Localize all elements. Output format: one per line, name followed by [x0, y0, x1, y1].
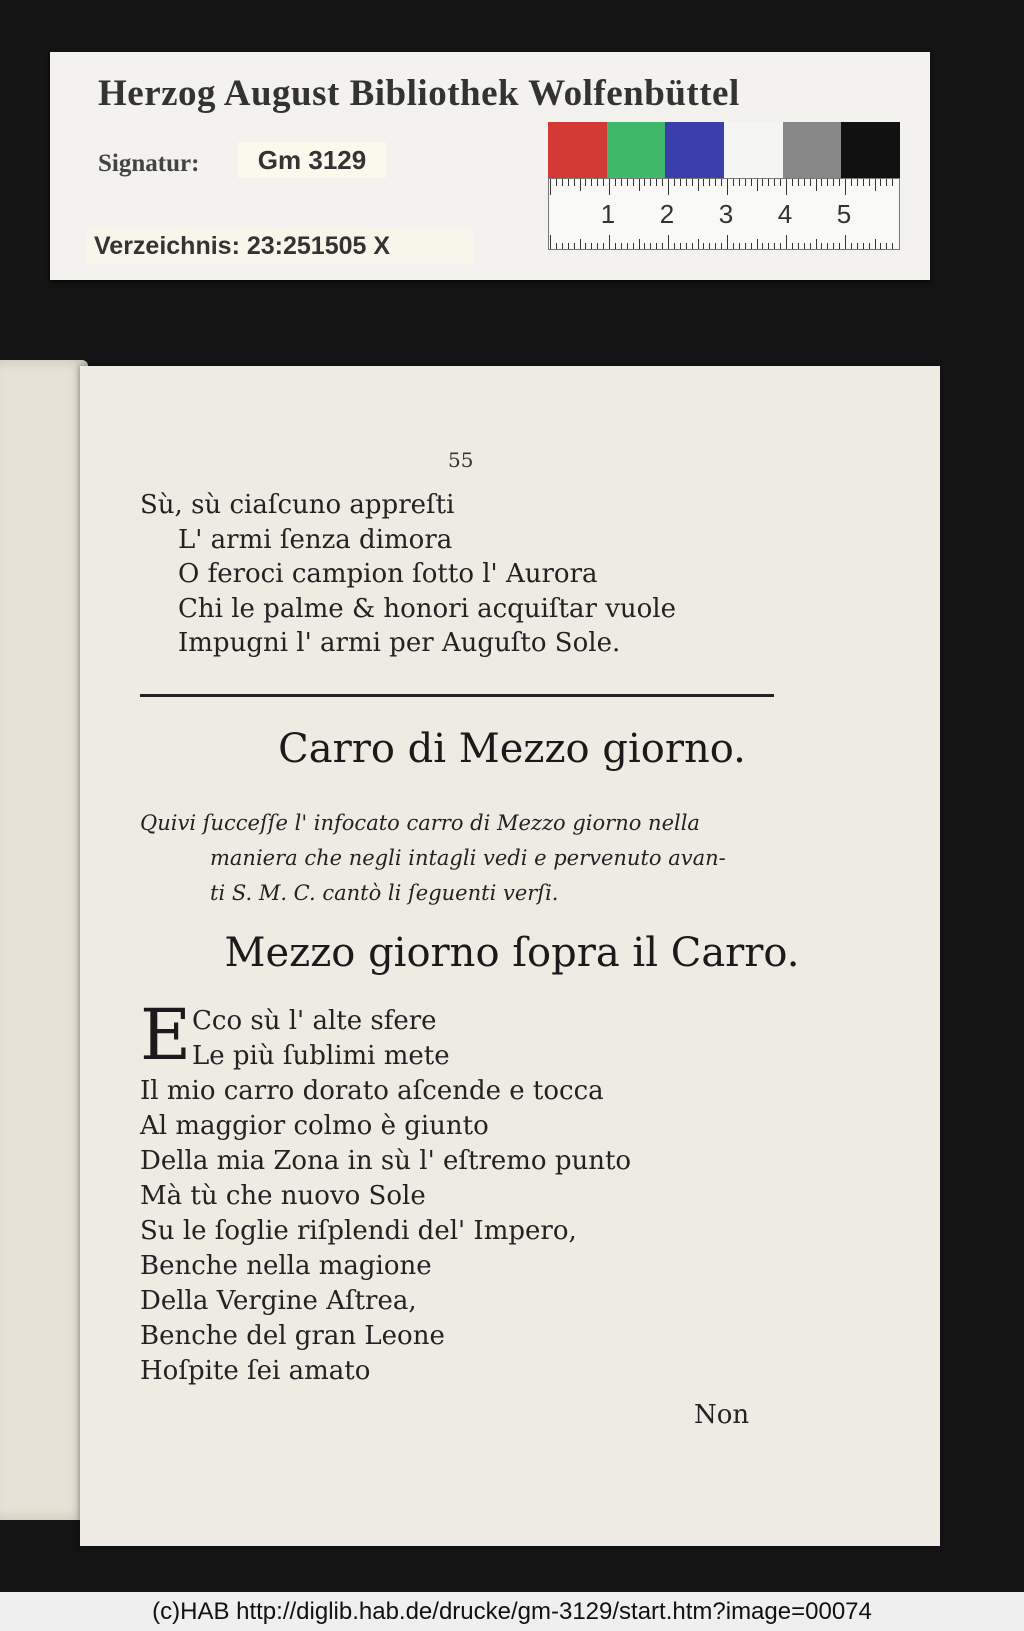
ruler-tick — [727, 235, 728, 249]
ruler-tick — [603, 179, 604, 186]
color-calibration-chart — [548, 122, 900, 178]
ruler-number: 4 — [777, 199, 793, 229]
ruler-tick — [692, 179, 693, 186]
ruler-tick — [709, 243, 710, 249]
ruler-tick — [585, 179, 586, 186]
ruler-tick — [603, 243, 604, 249]
verse-line: Le più ſublimi mete — [192, 1041, 450, 1071]
ruler-tick — [792, 243, 793, 249]
swatch-green — [607, 122, 666, 178]
ruler-tick — [869, 243, 870, 249]
ruler-tick — [774, 179, 775, 186]
ruler-tick — [739, 179, 740, 186]
ruler-tick — [574, 243, 575, 249]
stanza-line: O feroci campion ſotto l' Aurora — [178, 559, 598, 589]
stanza-line: L' armi ſenza dimora — [178, 524, 453, 555]
ruler-tick — [768, 243, 769, 249]
ruler-tick — [615, 179, 616, 186]
ruler-tick — [863, 243, 864, 249]
ruler-tick — [633, 179, 634, 186]
ruler-tick — [827, 243, 828, 249]
ruler-tick — [556, 179, 557, 186]
ruler-tick — [880, 179, 881, 186]
ruler-tick — [703, 179, 704, 186]
ruler-tick — [674, 243, 675, 249]
verse-line: Della mia Zona in sù l' eſtremo punto — [140, 1146, 632, 1176]
ruler-tick — [751, 179, 752, 186]
ruler-tick — [662, 243, 663, 249]
ruler-tick — [621, 243, 622, 249]
ruler-tick — [739, 243, 740, 249]
ruler-tick — [674, 179, 675, 186]
ruler-tick — [550, 235, 551, 249]
ruler-tick — [886, 179, 887, 186]
ruler-tick — [721, 243, 722, 249]
ruler-tick — [839, 179, 840, 186]
ruler-tick — [798, 243, 799, 249]
ruler-tick — [762, 243, 763, 249]
ruler-tick — [786, 235, 787, 249]
note-line: Quivi ſucceſſe l' infocato carro di Mezzo giorno nella — [140, 811, 700, 835]
verse-line: Il mio carro dorato aſcende e tocca — [140, 1076, 604, 1106]
ruler-number: 2 — [659, 199, 675, 229]
ruler-tick — [562, 179, 563, 186]
ruler-tick — [692, 243, 693, 249]
ruler-tick — [656, 179, 657, 186]
ruler-tick — [833, 243, 834, 249]
ruler-tick — [886, 243, 887, 249]
stanza-line: Impugni l' armi per Auguſto Sole. — [178, 628, 621, 658]
ruler-tick — [698, 239, 699, 249]
ruler-tick — [745, 179, 746, 186]
ruler-tick — [556, 243, 557, 249]
ruler-tick — [562, 243, 563, 249]
ruler-tick — [686, 243, 687, 249]
ruler-tick — [875, 239, 876, 249]
verse-line: Della Vergine Aſtrea, — [140, 1286, 417, 1316]
ruler-tick — [845, 235, 846, 249]
note-line: ti S. M. C. cantò li ſeguenti verſi. — [210, 881, 559, 905]
ruler-tick — [703, 243, 704, 249]
ruler-tick — [585, 243, 586, 249]
ruler-tick — [715, 243, 716, 249]
ruler-tick — [892, 179, 893, 186]
ruler-tick — [821, 243, 822, 249]
ruler-tick — [875, 179, 876, 191]
ruler-tick — [863, 179, 864, 186]
ruler-tick — [816, 179, 817, 191]
ruler-tick — [650, 243, 651, 249]
ruler-tick — [892, 243, 893, 249]
ruler-tick — [857, 179, 858, 186]
ruler-tick — [762, 179, 763, 186]
library-name: Herzog August Bibliothek Wolfenbüttel — [98, 73, 740, 114]
ruler-tick — [816, 239, 817, 249]
ruler-tick — [574, 179, 575, 186]
ruler-tick — [615, 243, 616, 249]
ruler-tick — [715, 179, 716, 186]
ruler-tick — [880, 243, 881, 249]
ruler-tick — [768, 179, 769, 186]
ruler-tick — [733, 179, 734, 186]
ruler-tick — [633, 243, 634, 249]
ruler-tick — [591, 179, 592, 186]
ruler-tick — [550, 179, 551, 195]
ruler-tick — [568, 243, 569, 249]
swatch-gray — [783, 122, 842, 178]
ruler-tick — [727, 179, 728, 195]
ruler-tick — [597, 179, 598, 186]
verse-line: Cco sù l' alte sfere — [192, 1006, 437, 1036]
verse-line: Benche nella magione — [140, 1251, 432, 1281]
ruler-tick — [568, 179, 569, 186]
ruler-tick — [845, 179, 846, 195]
catchword: Non — [694, 1400, 750, 1430]
ruler-tick — [597, 243, 598, 249]
page-number: 55 — [448, 448, 474, 472]
ruler-tick — [644, 179, 645, 186]
ruler-tick — [621, 179, 622, 186]
ruler-tick — [609, 179, 610, 195]
ruler-tick — [668, 235, 669, 249]
ruler-tick — [580, 239, 581, 249]
ruler-number: 5 — [836, 199, 852, 229]
ruler-tick — [851, 179, 852, 186]
section-divider — [140, 694, 774, 697]
swatch-red — [548, 122, 607, 178]
ruler-tick — [721, 179, 722, 186]
ruler-tick — [798, 179, 799, 186]
library-label-card — [50, 52, 930, 280]
ruler-tick — [639, 179, 640, 191]
ruler-tick — [792, 179, 793, 186]
ruler-tick — [780, 243, 781, 249]
stanza-line: Chi le palme & honori acquiſtar vuole — [178, 593, 676, 624]
ruler-tick — [662, 179, 663, 186]
ruler-tick — [810, 243, 811, 249]
verzeichnis-id: Verzeichnis: 23:251505 X — [86, 228, 474, 264]
drop-cap: E — [140, 994, 192, 1076]
ruler-tick — [609, 235, 610, 249]
swatch-white — [724, 122, 783, 178]
scale-ruler — [548, 178, 900, 250]
swatch-blue — [665, 122, 724, 178]
ruler-tick — [804, 243, 805, 249]
ruler-tick — [686, 179, 687, 186]
ruler-tick — [709, 179, 710, 186]
ruler-tick — [745, 243, 746, 249]
ruler-tick — [786, 179, 787, 195]
ruler-tick — [644, 243, 645, 249]
ruler-tick — [591, 243, 592, 249]
ruler-tick — [839, 243, 840, 249]
ruler-tick — [851, 243, 852, 249]
ruler-tick — [668, 179, 669, 195]
ruler-tick — [757, 239, 758, 249]
ruler-tick — [733, 243, 734, 249]
ruler-tick — [833, 179, 834, 186]
ruler-tick — [627, 179, 628, 186]
ruler-tick — [627, 243, 628, 249]
verse-line: Su le ſoglie riſplendi del' Impero, — [140, 1216, 577, 1246]
stage-direction — [140, 806, 780, 911]
ruler-tick — [780, 179, 781, 186]
ruler-tick — [680, 179, 681, 186]
signatur-label: Signatur: — [98, 150, 200, 177]
copyright-footer: (c)HAB http://diglib.hab.de/drucke/gm-3129/start.htm?image=00074 — [0, 1592, 1024, 1631]
verse-line: Hoſpite ſei amato — [140, 1356, 371, 1386]
ruler-tick — [639, 239, 640, 249]
closing-stanza — [140, 488, 676, 661]
verse-line: Mà tù che nuovo Sole — [140, 1181, 426, 1211]
section-heading: Carro di Mezzo giorno. — [278, 726, 746, 772]
verse-block — [140, 1004, 631, 1389]
ruler-tick — [580, 179, 581, 191]
ruler-tick — [821, 179, 822, 186]
verse-heading: Mezzo giorno ſopra il Carro. — [224, 930, 800, 976]
ruler-tick — [751, 243, 752, 249]
verse-line: Al maggior colmo è giunto — [140, 1111, 489, 1141]
signatur-value: Gm 3129 — [238, 142, 386, 178]
ruler-number: 3 — [718, 199, 734, 229]
ruler-tick — [757, 179, 758, 191]
ruler-tick — [810, 179, 811, 186]
ruler-tick — [857, 243, 858, 249]
swatch-black — [841, 122, 900, 178]
ruler-tick — [680, 243, 681, 249]
ruler-tick — [698, 179, 699, 191]
ruler-tick — [774, 243, 775, 249]
ruler-tick — [869, 179, 870, 186]
ruler-tick — [827, 179, 828, 186]
ruler-tick — [656, 243, 657, 249]
note-line: maniera che negli intagli vedi e pervenuto avan- — [210, 846, 726, 870]
ruler-tick — [804, 179, 805, 186]
ruler-number: 1 — [600, 199, 616, 229]
stanza-line: Sù, sù ciaſcuno appreſti — [140, 490, 455, 520]
ruler-tick — [650, 179, 651, 186]
verse-line: Benche del gran Leone — [140, 1321, 445, 1351]
